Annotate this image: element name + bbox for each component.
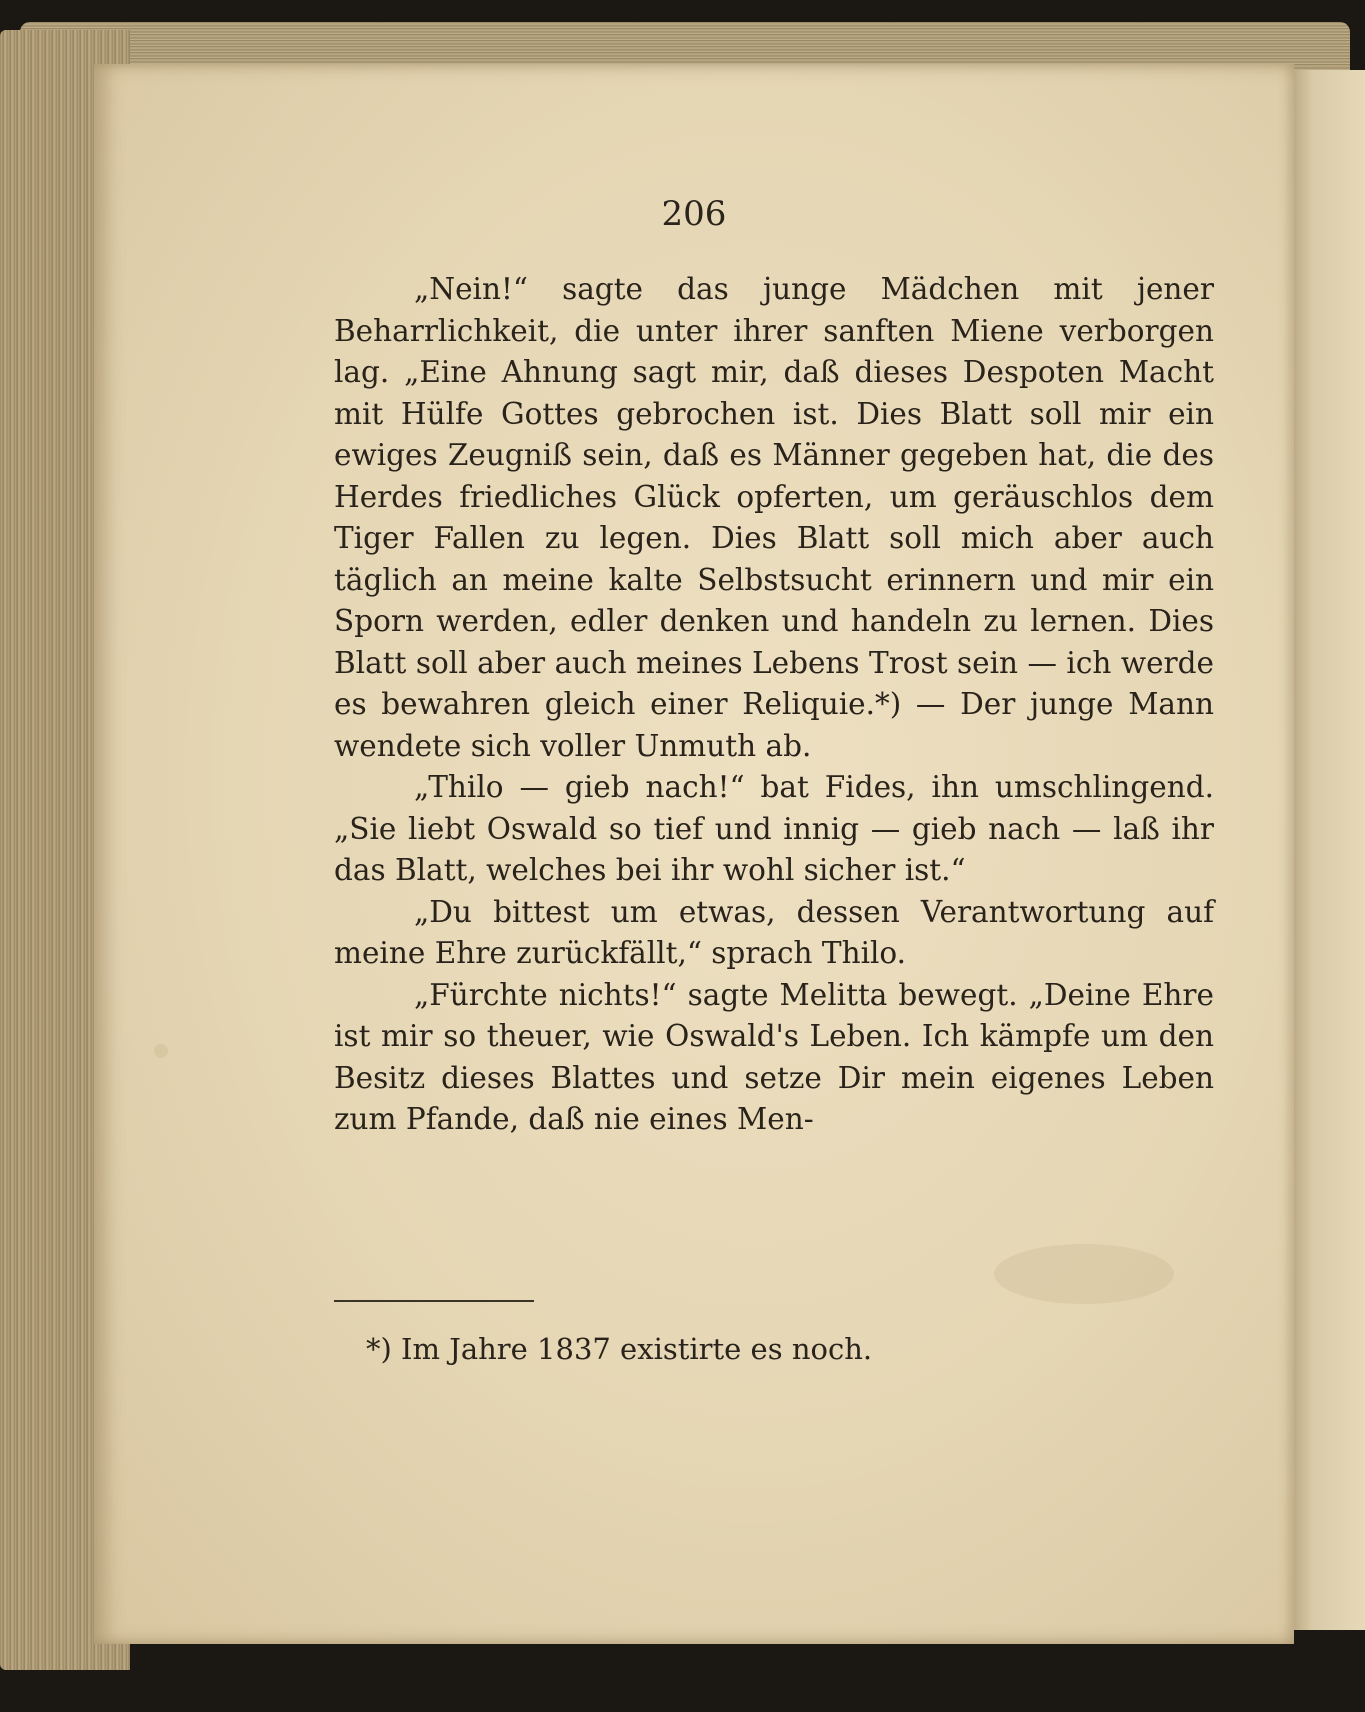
- footnote-rule: [334, 1300, 534, 1302]
- body-text: [334, 269, 1214, 1141]
- footnote: *) Im Jahre 1837 existirte es noch.: [366, 1332, 873, 1366]
- paragraph: „Du bittest um etwas, dessen Verantwortung auf meine Ehre zurückfällt,“ sprach Thilo.: [334, 894, 1214, 970]
- paragraph: „Thilo — gieb nach!“ bat Fides, ihn umschlingend. „Sie liebt Oswald so tief und innig — gieb nach — laß ihr das Blatt, welches bei ihr wohl sicher ist.“: [334, 770, 1214, 887]
- paragraph: „Fürchte nichts!“ sagte Melitta bewegt. „Deine Ehre ist mir so theuer, wie Oswald's Leben. Ich kämpfe um den Besitz dieses Blattes und setze Dir mein eigenes Leben zum Pfande, daß nie eines Men-: [334, 977, 1214, 1136]
- book-page: [94, 64, 1294, 1644]
- facing-page-edge: [1290, 70, 1365, 1630]
- page-number: 206: [661, 194, 727, 234]
- paragraph: „Nein!“ sagte das junge Mädchen mit jener Beharrlichkeit, die unter ihrer sanften Miene verborgen lag. „Eine Ahnung sagt mir, daß dieses Despoten Macht mit Hülfe Gottes gebrochen ist. Dies Blatt soll mir ein ewiges Zeugniß sein, daß es Männer gegeben hat, die des Herdes friedliches Glück opferten, um geräuschlos dem Tiger Fallen zu legen. Dies Blatt soll mich aber auch täglich an meine kalte Selbstsucht erinnern und mir ein Sporn werden, edler denken und handeln zu lernen. Dies Blatt soll aber auch meines Lebens Trost sein — ich werde es bewahren gleich einer Reliquie.*) — Der junge Mann wendete sich voller Unmuth ab.: [334, 272, 1214, 763]
- paper-stain: [994, 1244, 1174, 1304]
- paper-stain: [154, 1044, 168, 1058]
